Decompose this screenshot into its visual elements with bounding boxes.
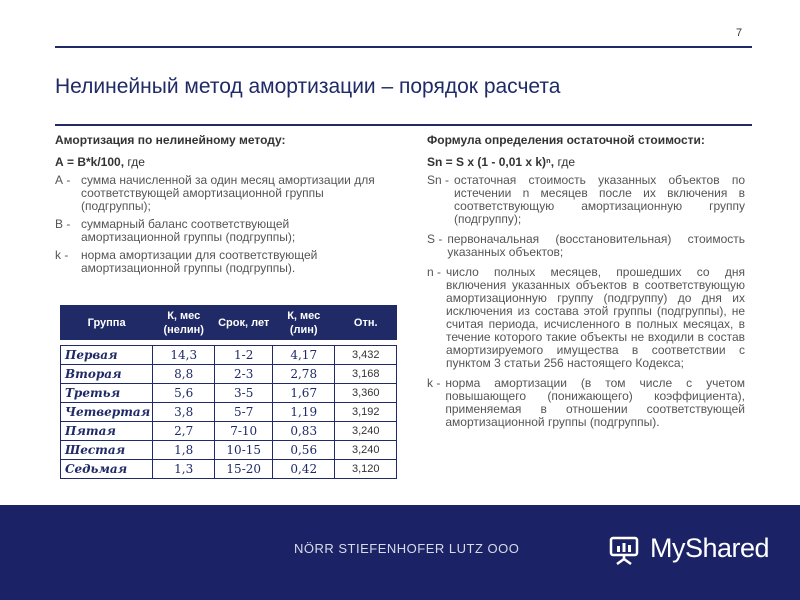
left-formula-text: А = В*k/100, [55,155,125,169]
definition-k-rate [427,377,745,429]
definition-text: число полных месяцев, прошедших со дня включения указанных объектов в соответствующую амортизационную группу (подгруппу) до дня их исключения из состава этой группы (подгруппы), не считая периода, исчисленного в полных месяцах, в течение которого такие объекты не входили в состав амортизируемого имущества в соответствии с пунктом 3 статьи 256 настоящего Кодекса; [446,265,745,370]
term-value: 10-15 [215,441,273,460]
group-name: Первая [61,346,153,365]
group-name: Шестая [61,441,153,460]
definition-text: норма амортизации для соответствующей амортизационной группы (подгруппы). [81,248,318,275]
ratio-value: 3,192 [335,403,397,422]
definition-key: Sn - [427,173,450,187]
definition-text: остаточная стоимость указанных объектов по истечении n месяцев после их включения в соответствующую амортизационную группу (подгруппу); [454,173,745,226]
myshared-watermark: MyShared [650,533,770,563]
page-title: Нелинейный метод амортизации – порядок расчета [55,75,561,98]
top-rule [55,46,752,48]
group-name: Седьмая [61,460,153,479]
firm-name: NÖRR STIEFENHOFER LUTZ OOO [294,541,520,556]
k-nonlin-value: 5,6 [153,384,215,403]
definition-key: А - [55,173,71,187]
ratio-value: 3,168 [335,365,397,384]
header-ratio: Отн. [335,306,397,340]
definition-a [55,174,385,213]
k-lin-value: 0,56 [273,441,335,460]
right-formula-tail: где [554,155,576,169]
presentation-board-icon [608,534,640,566]
k-nonlin-value: 1,8 [153,441,215,460]
definition-sn [427,174,745,226]
definition-key: k - [427,376,441,390]
ratio-value: 3,360 [335,384,397,403]
definition-key: n - [427,265,442,279]
group-name: Третья [61,384,153,403]
header-term: Срок, лет [215,306,273,340]
k-lin-value: 0,83 [273,422,335,441]
definition-key: В - [55,217,71,231]
ratio-value: 3,432 [335,346,397,365]
k-nonlin-value: 14,3 [153,346,215,365]
term-value: 15-20 [215,460,273,479]
header-k-nonlin: К, мес (нелин) [153,306,215,340]
term-value: 5-7 [215,403,273,422]
definition-text: сумма начисленной за один месяц амортизации для соответствующей амортизационной группы (подгруппы); [81,173,375,213]
title-rule [55,124,752,126]
ratio-value: 3,240 [335,422,397,441]
k-nonlin-value: 2,7 [153,422,215,441]
table-row [61,403,397,422]
nonlinear-method-section [55,133,385,280]
k-lin-value: 4,17 [273,346,335,365]
ratio-value: 3,240 [335,441,397,460]
definition-k [55,249,385,275]
table-row [61,346,397,365]
table-row [61,441,397,460]
k-nonlin-value: 8,8 [153,365,215,384]
term-value: 3-5 [215,384,273,403]
ratio-value: 3,120 [335,460,397,479]
depreciation-groups-table [60,305,397,479]
header-group: Группа [61,306,153,340]
k-nonlin-value: 3,8 [153,403,215,422]
k-lin-value: 1,19 [273,403,335,422]
definition-b [55,218,385,244]
right-formula [427,155,745,169]
table-row [61,422,397,441]
term-value: 1-2 [215,346,273,365]
left-heading: Амортизация по нелинейному методу: [55,133,286,147]
residual-value-section [427,133,745,436]
definition-n [427,266,745,370]
right-heading: Формула определения остаточной стоимости: [427,133,705,147]
definition-text: первоначальная (восстановительная) стоимость указанных объектов; [447,232,745,259]
k-lin-value: 1,67 [273,384,335,403]
k-nonlin-value: 1,3 [153,460,215,479]
table-row [61,384,397,403]
group-name: Вторая [61,365,153,384]
definition-key: S - [427,232,443,246]
definition-text: норма амортизации (в том числе с учетом повышающего (понижающего) коэффициента), применяемая в отношении соответствующей амортизационной группы (подгруппы). [445,376,745,429]
k-lin-value: 2,78 [273,365,335,384]
term-value: 2-3 [215,365,273,384]
page-number: 7 [736,27,743,39]
left-formula [55,155,385,169]
header-k-lin: К, мес (лин) [273,306,335,340]
term-value: 7-10 [215,422,273,441]
group-name: Пятая [61,422,153,441]
right-formula-text: Sn = S x (1 - 0,01 x k)ⁿ, [427,155,555,169]
definition-s [427,233,745,259]
definition-text: суммарный баланс соответствующей амортизационной группы (подгруппы); [81,217,296,244]
table-row [61,365,397,384]
definition-key: k - [55,248,69,262]
group-name: Четвертая [61,403,153,422]
k-lin-value: 0,42 [273,460,335,479]
left-formula-tail: где [124,155,145,169]
table-row [61,460,397,479]
